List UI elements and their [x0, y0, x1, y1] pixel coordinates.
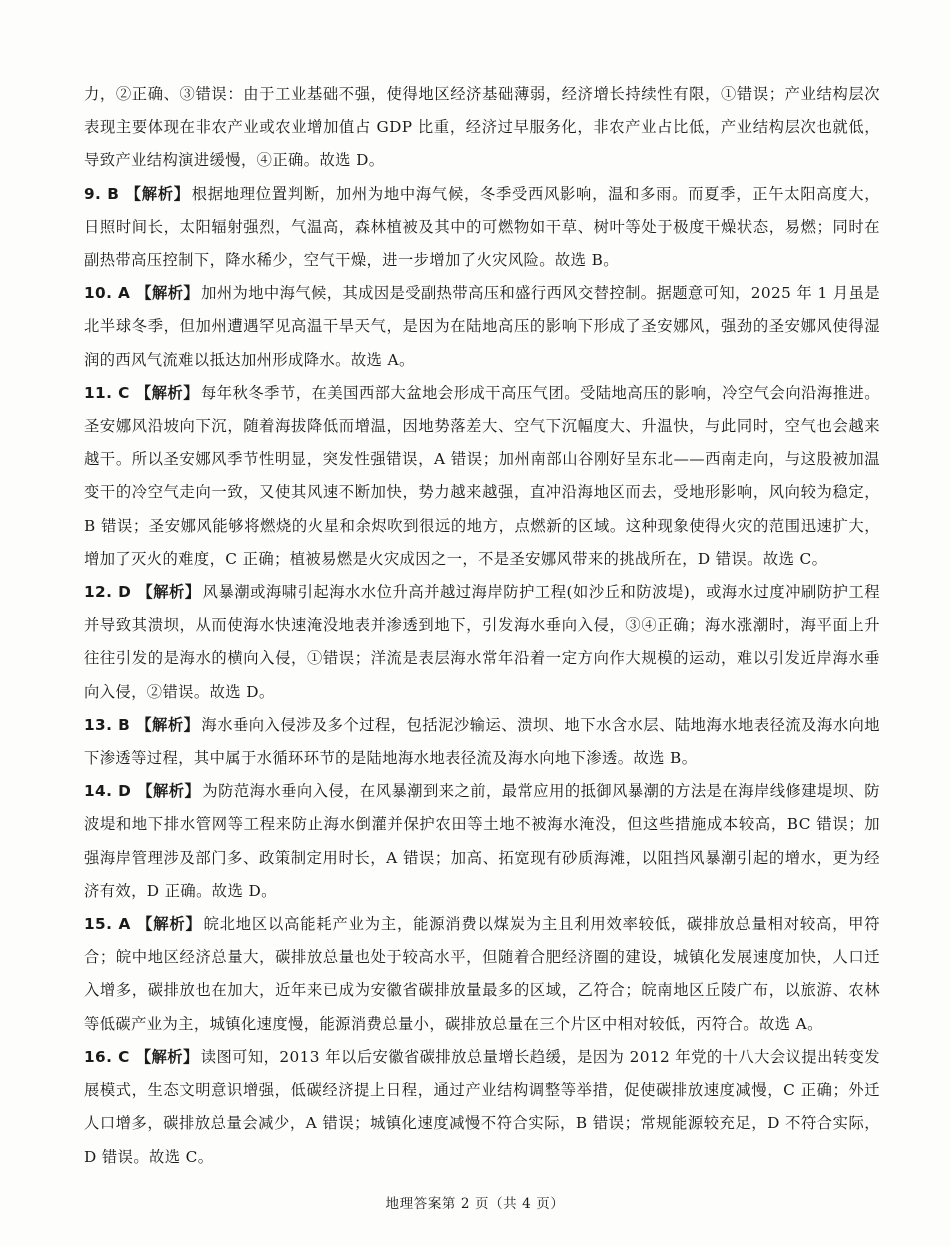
answer-13 [84, 709, 880, 775]
question-number: 9. B [84, 184, 120, 203]
question-number: 11. C [84, 383, 130, 402]
analysis-tag: 【解析】 [137, 583, 201, 602]
answer-text: 读图可知，2013 年以后安徽省碳排放总量增长趋缓，是因为 2012 年党的十八大会议提出转变发展模式，生态文明意识增强，低碳经济提上日程，通过产业结构调整等举措，促使碳排放速度减慢，C 正确；外迁人口增多，碳排放总量会减少，A 错误；城镇化速度减慢不符合实际，B 错误；常规能源较充足，D 不符合实际，D 错误。故选 C。 [84, 1047, 880, 1166]
answer-9 [84, 178, 880, 278]
answer-text: 风暴潮或海啸引起海水水位升高并越过海岸防护工程(如沙丘和防波堤)，或海水过度冲刷防护工程并导致其溃坝，从而使海水快速淹没地表并渗透到地下，引发海水垂向入侵，③④正确；海水涨潮时，海平面上升往往引发的是海水的横向入侵，①错误；洋流是表层海水常年沿着一定方向作大规模的运动，难以引发近岸海水垂向入侵，②错误。故选 D。 [84, 583, 880, 701]
answer-12 [84, 576, 880, 709]
answer-text: 根据地理位置判断，加州为地中海气候，冬季受西风影响，温和多雨。而夏季，正午太阳高度大，日照时间长，太阳辐射强烈，气温高，森林植被及其中的可燃物如干草、树叶等处于极度干燥状态，易燃；同时在副热带高压控制下，降水稀少，空气干燥，进一步增加了火灾风险。故选 B。 [84, 184, 880, 270]
answer-16 [84, 1041, 880, 1174]
analysis-tag: 【解析】 [136, 915, 202, 934]
answer-text: 加州为地中海气候，其成因是受副热带高压和盛行西风交替控制。据题意可知，2025 年 1 月虽是北半球冬季，但加州遭遇罕见高温干旱天气，是因为在陆地高压的影响下形成了圣安娜风，强劲的圣安娜风使得湿润的西风气流难以抵达加州形成降水。故选 A。 [84, 284, 880, 369]
answer-15 [84, 908, 880, 1041]
analysis-tag: 【解析】 [125, 184, 190, 203]
answer-text: 皖北地区以高能耗产业为主，能源消费以煤炭为主且利用效率较低，碳排放总量相对较高，甲符合；皖中地区经济总量大，碳排放总量也处于较高水平，但随着合肥经济圈的建设，城镇化发展速度加快，人口迁入增多，碳排放也在加大，近年来已成为安徽省碳排放量最多的区域，乙符合；皖南地区丘陵广布，以旅游、农林等低碳产业为主，城镇化速度慢，能源消费总量小，碳排放总量在三个片区中相对较低，丙符合。故选 A。 [84, 915, 880, 1033]
intro-paragraph: 力，②正确、③错误：由于工业基础不强，使得地区经济基础薄弱，经济增长持续性有限，①错误；产业结构层次表现主要体现在非农产业或农业增加值占 GDP 比重，经济过早服务化，非农产业占比低，产业结构层次也就低，导致产业结构演进缓慢，④正确。故选 D。 [84, 85, 880, 170]
analysis-tag: 【解析】 [136, 715, 200, 734]
answer-11 [84, 377, 880, 576]
question-number: 14. D [84, 782, 132, 801]
answer-14 [84, 775, 880, 908]
answer-text: 为防范海水垂向入侵，在风暴潮到来之前，最常应用的抵御风暴潮的方法是在海岸线修建堤坝、防波堤和地下排水管网等工程来防止海水倒灌并保护农田等土地不被海水淹没，但这些措施成本较高，BC 错误；加强海岸管理涉及部门多、政策制定用时长，A 错误；加高、拓宽现有砂质海滩，以阻挡风暴潮引起的增水，更为经济有效，D 正确。故选 D。 [84, 782, 881, 900]
page-footer: 地理答案第 2 页（共 4 页） [385, 1196, 565, 1212]
answer-text: 海水垂向入侵涉及多个过程，包括泥沙输运、溃坝、地下水含水层、陆地海水地表径流及海水向地下渗透等过程，其中属于水循环环节的是陆地海水地表径流及海水向地下渗透。故选 B。 [84, 715, 880, 768]
question-number: 15. A [84, 915, 131, 934]
question-number: 10. A [84, 284, 131, 303]
question-number: 12. D [84, 583, 132, 602]
answer-text: 每年秋冬季节，在美国西部大盆地会形成干高压气团。受陆地高压的影响，冷空气会向沿海推进。圣安娜风沿坡向下沉，随着海拔降低而增温，因地势落差大、空气下沉幅度大、升温快，与此同时，空气也会越来越干。所以圣安娜风季节性明显，突发性强错误，A 错误；加州南部山谷刚好呈东北——西南走向，与这股被加温变干的冷空气走向一致，又使其风速不断加快，势力越来越强，直冲沿海地区而去，受地形影响，风向较为稳定，B 错误；圣安娜风能够将燃烧的火星和余烬吹到很远的地方，点燃新的区域。这种现象使得火灾的范围迅速扩大，增加了灭火的难度，C 正确；植被易燃是火灾成因之一，不是圣安娜风带来的挑战所在，D 错误。故选 C。 [84, 383, 880, 568]
question-number: 16. C [84, 1047, 130, 1066]
analysis-tag: 【解析】 [135, 1047, 199, 1066]
analysis-tag: 【解析】 [137, 782, 201, 801]
answer-10 [84, 277, 880, 377]
analysis-tag: 【解析】 [136, 284, 200, 303]
question-number: 13. B [84, 715, 131, 734]
analysis-tag: 【解析】 [135, 383, 200, 402]
